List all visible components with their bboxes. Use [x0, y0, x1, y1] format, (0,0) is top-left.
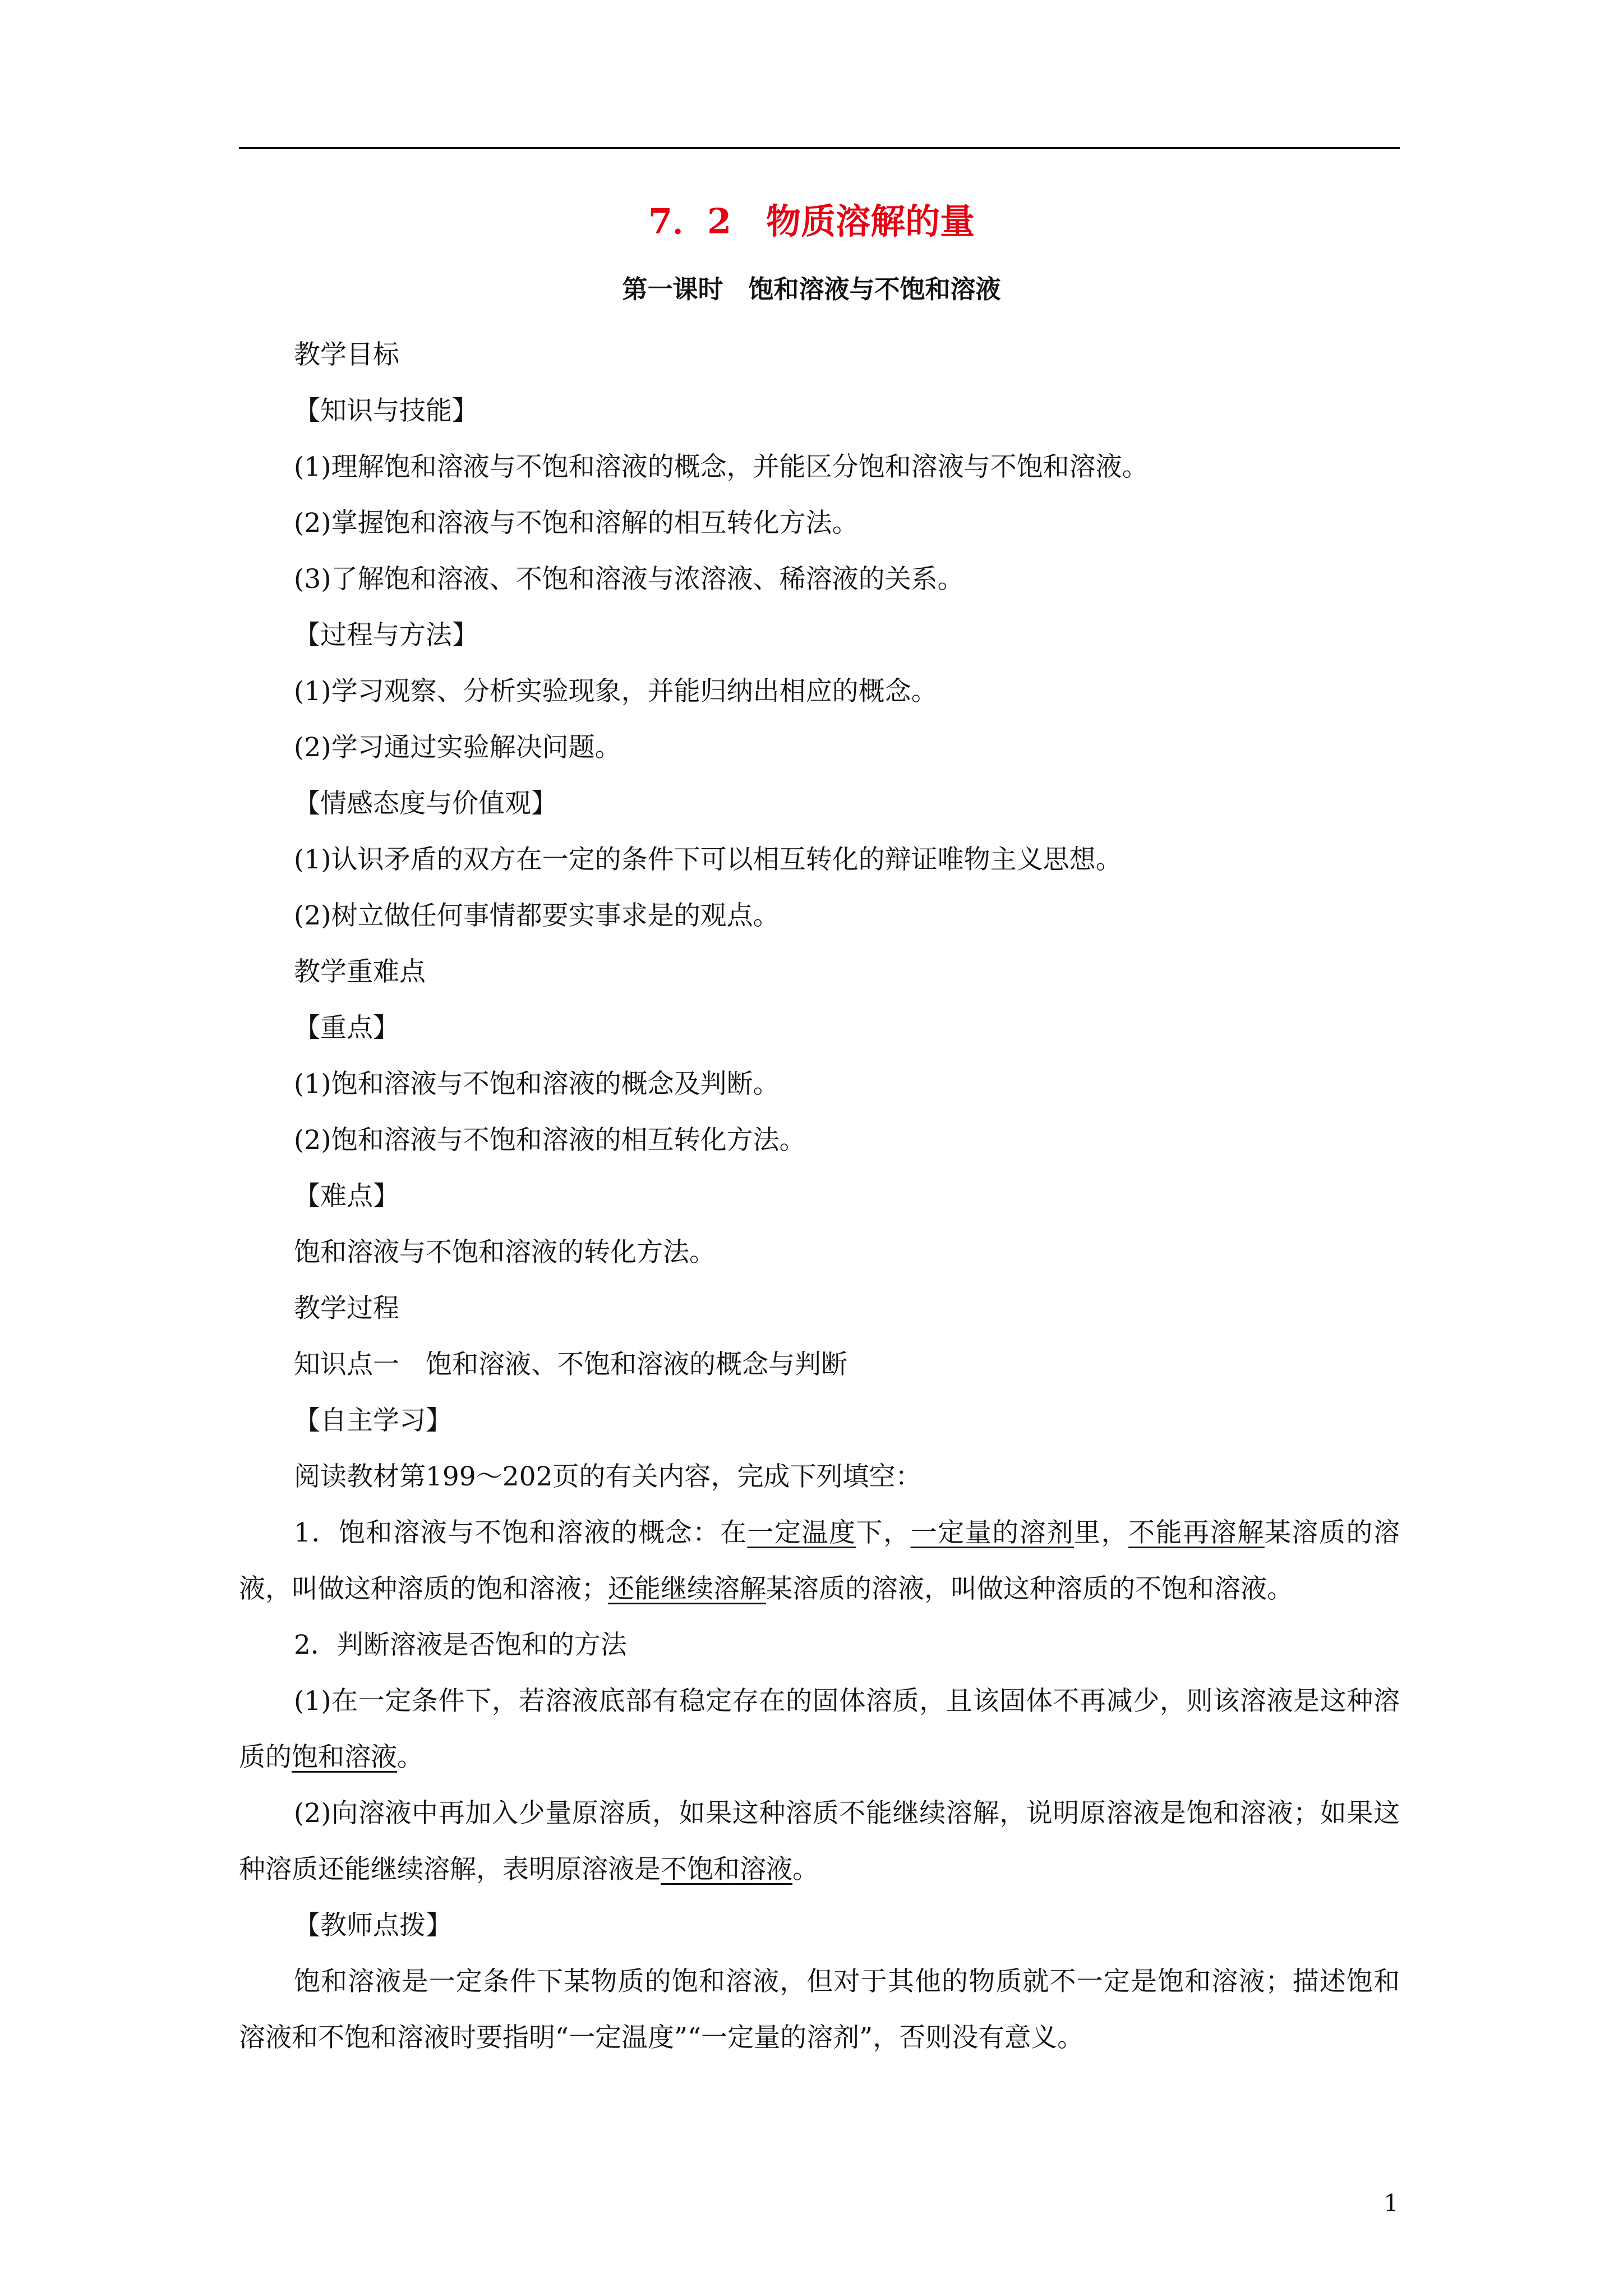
knowledge-item-1: (1)理解饱和溶液与不饱和溶液的概念，并能区分饱和溶液与不饱和溶液。 [294, 452, 1149, 482]
lesson-title: 7．2 物质溶解的量 [648, 201, 975, 242]
knowledge-point-1-heading: 知识点一 饱和溶液、不饱和溶液的概念与判断 [294, 1349, 847, 1380]
q1-text-d: 某溶质的溶液，叫做这种溶质的饱和溶液； [239, 1517, 1400, 1604]
q1-answer-4: 还能继续溶解 [608, 1573, 766, 1604]
knowledge-skills-heading: 【知识与技能】 [294, 395, 478, 426]
q1-text-e: 某溶质的溶液，叫做这种溶质的不饱和溶液。 [766, 1573, 1293, 1604]
question-2-item-1 [239, 1673, 1400, 1786]
q2-1-answer: 饱和溶液 [292, 1742, 397, 1773]
process-item-1: (1)学习观察、分析实验现象，并能归纳出相应的概念。 [294, 676, 938, 707]
knowledge-item-2: (2)掌握饱和溶液与不饱和溶解的相互转化方法。 [294, 508, 859, 539]
q2-2-answer: 不饱和溶液 [661, 1854, 792, 1885]
key-point-2: (2)饱和溶液与不饱和溶液的相互转化方法。 [294, 1125, 806, 1156]
q1-answer-1: 一定温度 [747, 1517, 856, 1548]
process-section-heading: 教学过程 [294, 1293, 399, 1324]
q1-text-b: 下， [856, 1517, 911, 1548]
self-study-heading: 【自主学习】 [294, 1405, 452, 1436]
q2-1-text-b: 。 [397, 1742, 423, 1773]
difficult-points-heading: 【难点】 [294, 1181, 399, 1212]
key-point-1: (1)饱和溶液与不饱和溶液的概念及判断。 [294, 1069, 780, 1099]
emotion-item-2: (2)树立做任何事情都要实事求是的观点。 [294, 900, 780, 931]
reading-instruction: 阅读教材第199～202页的有关内容，完成下列填空： [294, 1461, 922, 1492]
teacher-tips-heading: 【教师点拨】 [294, 1910, 452, 1941]
q2-2-text-a: (2)向溶液中再加入少量原溶质，如果这种溶质不能继续溶解，说明原溶液是饱和溶液；如果这种溶质还能继续溶解，表明原溶液是 [239, 1798, 1400, 1885]
question-2-heading: 2．判断溶液是否饱和的方法 [294, 1630, 627, 1660]
difficult-point-1: 饱和溶液与不饱和溶液的转化方法。 [294, 1237, 716, 1268]
process-item-2: (2)学习通过实验解决问题。 [294, 732, 621, 763]
focus-section-heading: 教学重难点 [294, 956, 426, 987]
header-rule [239, 147, 1400, 149]
page-number: 1 [1384, 2189, 1399, 2217]
q1-answer-3: 不能再溶解 [1128, 1517, 1265, 1548]
teacher-tips-text: 饱和溶液是一定条件下某物质的饱和溶液，但对于其他的物质就不一定是饱和溶液；描述饱和溶液和不饱和溶液时要指明“一定温度”“一定量的溶剂”，否则没有意义。 [239, 1966, 1400, 2053]
emotion-item-1: (1)认识矛盾的双方在一定的条件下可以相互转化的辩证唯物主义思想。 [294, 844, 1122, 875]
knowledge-item-3: (3)了解饱和溶液、不饱和溶液与浓溶液、稀溶液的关系。 [294, 564, 964, 595]
question-1-paragraph [239, 1505, 1400, 1617]
key-points-heading: 【重点】 [294, 1013, 399, 1043]
q2-1-text-a: (1)在一定条件下，若溶液底部有稳定存在的固体溶质，且该固体不再减少，则该溶液是这种溶质的 [239, 1686, 1400, 1773]
lesson-subtitle: 第一课时 饱和溶液与不饱和溶液 [622, 274, 1001, 304]
document-body [239, 327, 1400, 2066]
q1-text-a: 1．饱和溶液与不饱和溶液的概念：在 [294, 1517, 748, 1548]
question-2-item-2 [239, 1786, 1400, 1898]
emotion-values-heading: 【情感态度与价值观】 [294, 788, 557, 819]
q1-answer-2: 一定量的溶剂 [910, 1517, 1074, 1548]
process-method-heading: 【过程与方法】 [294, 620, 478, 651]
goals-heading: 教学目标 [294, 339, 399, 370]
q1-text-c: 里， [1073, 1517, 1129, 1548]
q2-2-text-b: 。 [792, 1854, 819, 1885]
